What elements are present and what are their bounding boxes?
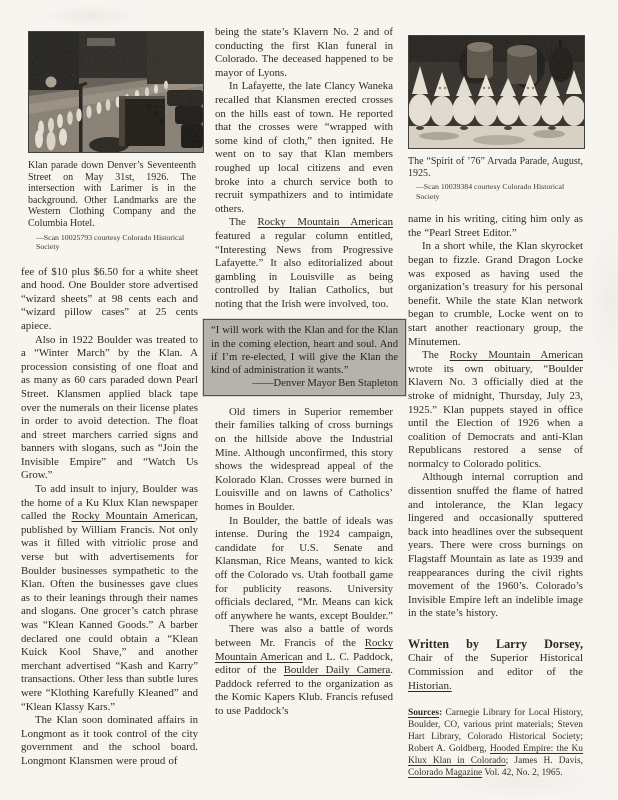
text-segment: :	[439, 708, 446, 719]
text-segment: In Lafayette, the late Clancy Waneka recalled that Klansmen erected crosses on the hills east of town. He reported that the crosses were “wrapped with some kind of cloth,” then ignited. He went on to say that Klan members roughed up local citizens and even broke into a church service both to recruit sympathizers and to intimidate others.	[215, 80, 393, 215]
text-segment: , published by William Francis. Not only was it filled with vitriolic prose and verse but with advertisements for Boulder businesses sympathetic to the Klan. Often the businesses gave clues as to their leanings through their names and slogans. One grocer’s catch phrase was “Klean Kanned Goods.” A barber declared one could obtain a “Klean Kuick Kool Shave,” and another merchant advertised “Kash and Karry” transactions. Other less than subtle lures were “Klothing Karefully Kleaned” and “Klean Klassy Kars.”	[21, 510, 198, 713]
underlined-text: Rocky Mountain American	[215, 636, 393, 663]
underlined-text: Rocky Mountain American	[257, 216, 393, 229]
text-segment: being the state’s Klavern No. 2 and of conducting the first Klan funeral in Colorado. The deceased happened to be mayor of Lyons.	[215, 26, 393, 79]
body-paragraph	[215, 80, 393, 216]
byline	[408, 637, 583, 693]
text-segment: Also in 1922 Boulder was treated to a “Winter March” by the Klan. A procession consisting of one float and as many as 60 cars paraded down Pearl Street. Klansmen applied black tape over the numerals on their license plates in order to avoid detection. The float and street marchers carried signs and banners with slogans, such as “Join the Invisible Empire” and “Watch Us Grow.”	[21, 333, 198, 482]
text-segment: name in his writing, citing him only as the “Pearl Street Editor.”	[408, 213, 583, 239]
text-segment: The	[229, 216, 258, 229]
underlined-text: Rocky Mountain American	[71, 510, 196, 523]
byline-author: Written by Larry Dorsey,	[408, 637, 583, 651]
body-paragraph	[408, 471, 583, 621]
underlined-text: Colorado Magazine	[408, 768, 483, 779]
body-paragraph	[215, 26, 393, 80]
column-left	[21, 26, 198, 779]
column-right	[408, 26, 583, 779]
text-segment: featured a regular column entitled, “Interesting News from Progressive Lafayette.” It also editorialized about gambling in Louisville as being controlled by Italian Catholics, but noting that the Irish were involved, too.	[215, 229, 393, 310]
arvada-photo-credit: —Scan 10039384 courtesy Colorado Historical Society	[416, 182, 565, 201]
klan-parade-photo	[28, 31, 204, 153]
text-segment: fee of $10 plus $6.50 for a white sheet and hood. One Boulder store advertised “wizard sheets” at 98 cents each and “wizard pillow cases” at 25 cents apiece.	[21, 265, 198, 332]
body-paragraph	[21, 266, 198, 334]
body-paragraph	[215, 515, 393, 624]
text-segment: wrote its own obituary, “Boulder Klavern No. 3 officially died at the stroke of midnight, Thursday, July 23, 1925.” Klan puppets stayed in office until the Election of 1926 when a coalition of Democrats and anti-Klan Republicans restored a sense of normalcy to Colorado politics.	[408, 362, 583, 470]
parade-photo-figure	[28, 31, 198, 153]
parade-photo-caption: Klan parade down Denver’s Seventeenth Street on May 31st, 1926. The intersection with Larimer is in the background. Other Landmarks are the Western Clothing Company and the Columbia Hotel.	[28, 160, 196, 229]
text-segment: In Boulder, the battle of ideals was intense. During the 1924 campaign, candidate for U.S. Senate and Klansman, Rice Means, wanted to kick off the Colorado vs. Utah football game for publicity reasons. University officials declared, “Mr. Means can kick off anywhere he wants, except Boulder.”	[215, 514, 393, 622]
text-segment: The	[422, 349, 450, 362]
text-segment: Vol. 42, No. 2, 1965.	[482, 768, 563, 779]
middle-column-text	[211, 26, 398, 719]
text-segment: ; James H. Davis,	[505, 756, 583, 767]
byline-role	[408, 652, 583, 693]
text-segment: Carnegie Library for Local History, Boulder, CO, various print materials; Steven Hart Library, Colorado Historical Society; Robert A. Goldberg,	[408, 708, 583, 755]
column-middle	[211, 26, 398, 779]
text-segment: To add insult to injury, Boulder was the home of a Ku Klux Klan newspaper called the	[21, 483, 198, 523]
arvada-parade-photo-figure	[408, 35, 583, 149]
body-paragraph	[408, 349, 583, 471]
text-segment: and L. C. Paddock, editor of the	[215, 650, 393, 677]
pull-quote-text: “I will work with the Klan and for the Klan in the coming election, heart and soul. And if I’m re-elected, I will give the Klan the kind of administration it wants.”	[211, 325, 398, 377]
text-segment: There was also a battle of words between Mr. Francis of the	[215, 623, 393, 649]
pull-quote-attribution: ——Denver Mayor Ben Stapleton	[252, 378, 398, 390]
body-paragraph	[408, 240, 583, 349]
text-segment: Although internal corruption and dissention snuffed the flame of hatred and intolerance, the Klan legacy lingered and occasionally sputtered back into headlines over the subsequent years. There were cross burnings on Flagstaff Mountain as late as 1939 and reappearances during the civil rights movement of the 1960’s. Colorado’s Invisible Empire left an indelible image in the state’s history.	[408, 471, 583, 620]
underlined-text: Rocky Mountain American	[449, 349, 583, 362]
left-column-text	[21, 266, 198, 769]
underlined-text: Hooded Empire: the Ku Klux Klan in Colorado	[408, 744, 583, 767]
body-paragraph	[215, 406, 393, 515]
parade-photo-credit: —Scan 10025793 courtesy Colorado Historical Society	[36, 232, 185, 252]
body-paragraph	[215, 623, 393, 718]
arvada-photo-caption: The “Spirit of ’76” Arvada Parade, August, 1925.	[408, 156, 583, 179]
text-segment: In a short while, the Klan skyrocket began to fizzle. Grand Dragon Locke was exposed as having used the organization’s treasury for his personal benefit. While the state Klan network began to crumble, Locke went on to start another reactionary group, the Minutemen.	[408, 240, 583, 348]
body-paragraph	[21, 714, 198, 768]
text-segment: . Paddock referred to the organization as the Komic Kapers Klub. Francis refused to use Paddock’s	[215, 664, 393, 717]
body-paragraph	[408, 213, 583, 240]
text-segment: Chair of the Superior Historical Commission and editor of the	[408, 652, 583, 678]
underlined-text: Sources	[408, 708, 440, 719]
underlined-text: Historian.	[408, 679, 452, 692]
sources-paragraph	[408, 707, 583, 779]
arvada-parade-photo	[408, 35, 585, 149]
body-paragraph	[21, 334, 198, 484]
underlined-text: Boulder Daily Camera	[283, 664, 391, 677]
body-paragraph	[21, 483, 198, 714]
right-column-text	[408, 213, 583, 779]
text-segment: The Klan soon dominated affairs in Longmont as it took control of the city government and the school board. Longmont Klansmen were proud of	[21, 714, 198, 767]
body-paragraph	[215, 216, 393, 311]
text-segment: Old timers in Superior remember their families talking of cross burnings on the hillside above the Industrial Mine. Although unconfirmed, this story shows the widespread appeal of the Kolorado Klan. Crosses were burned in Louisville and on lawns of Catholics’ homes in Boulder.	[215, 405, 393, 514]
pull-quote-box	[203, 319, 406, 395]
